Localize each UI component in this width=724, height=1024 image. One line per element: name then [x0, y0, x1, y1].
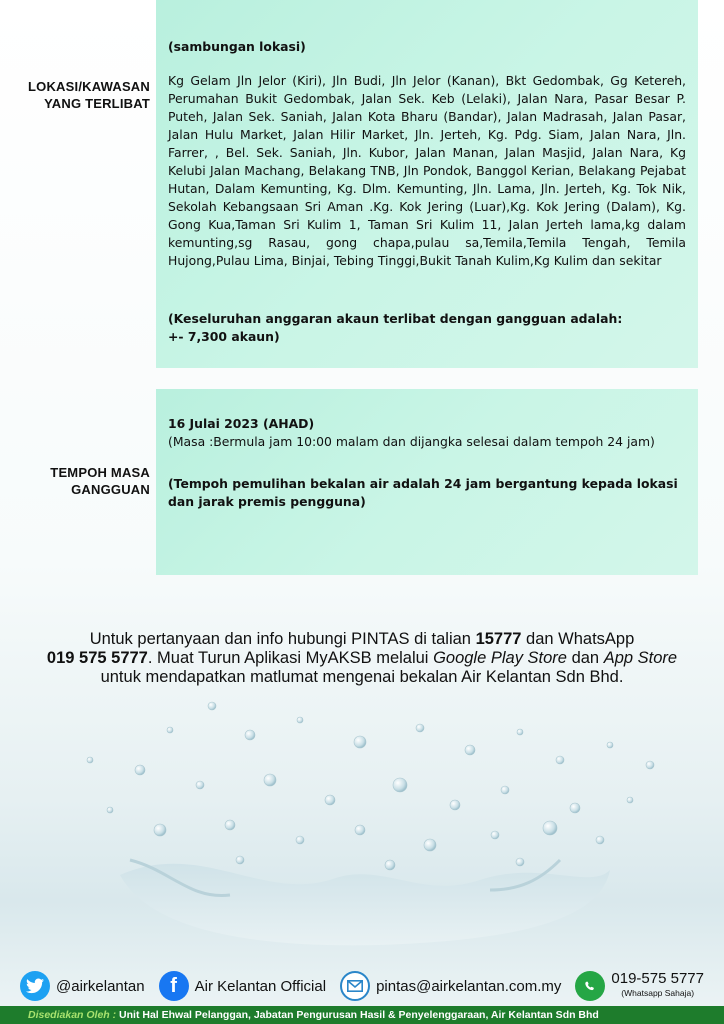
social-footer: [0, 966, 724, 1006]
disruption-date: 16 Julai 2023 (AHAD): [168, 416, 315, 431]
prepared-by-text: Unit Hal Ehwal Pelanggan, Jabatan Pengurusan Hasil & Penyelenggaraan, Air Kelantan Sdn Bhd: [116, 1009, 599, 1021]
twitter-link[interactable]: [20, 971, 145, 1001]
total-accounts-line2: +- 7,300 akaun): [168, 329, 280, 344]
facebook-page-name: Air Kelantan Official: [194, 977, 327, 995]
water-splash-image: [0, 690, 724, 970]
facebook-icon: f: [159, 971, 189, 1001]
email-link[interactable]: [340, 971, 561, 1001]
contact-line-2: [0, 649, 724, 668]
contact-line-1: [0, 630, 724, 649]
whatsapp-phone: 019-575 5777: [611, 970, 704, 987]
prepared-by-bar: [0, 1006, 724, 1024]
contact-text: dan: [566, 649, 604, 667]
duration-label: TEMPOH MASA GANGGUAN: [50, 465, 150, 497]
contact-text: Untuk pertanyaan dan info hubungi PINTAS di talian: [89, 630, 476, 648]
contact-info: [0, 630, 724, 687]
duration-panel: [156, 389, 698, 575]
prepared-by-label: Disediakan Oleh :: [28, 1009, 117, 1021]
continued-location-heading: (sambungan lokasi): [168, 39, 306, 54]
whatsapp-number: 019 575 5777: [46, 649, 148, 667]
total-accounts-line1: (Keseluruhan anggaran akaun terlibat dengan gangguan adalah:: [168, 311, 623, 326]
email-address: pintas@airkelantan.com.my: [376, 977, 562, 995]
twitter-handle: @airkelantan: [56, 977, 145, 995]
affected-areas-text: Kg Gelam Jln Jelor (Kiri), Jln Budi, Jln Jelor (Kanan), Bkt Gedombak, Gg Ketereh, Perumahan Bukit Gedombak, Jalan Sek. Keb (Lelaki), Jalan Nara, Pasar Besar P. Puteh, Jalan Sek. Saniah, Jalan Kota Bharu (Bandar), Jalan Madrasah, Jalan Pasar, Jalan Hulu Market, Jalan Hilir Market, Jln. Jerteh, Kg. Pdg. Siam, Jalan Nara, Jln. Farrer, , Bel. Sek. Saniah, Jln. Kubor, Jalan Manan, Jalan Masjid, Jalan Nara, Kg Kelubi Jalan Machang, Belakang TNB, Jln Pondok, Banggol Kerian, Belakang Pejabat Hutan, Dalam Kemunting, Kg. Dlm. Kemunting, Jln. Lama, Jln. Jerteh, Kg. Tok Nik, Sekolah Kebangsaan Sri Aman .Kg. Kok Jering (Luar),Kg. Kok Jering (Dalam), Kg. Gong Kua,Taman Sri Kulim 1, Taman Sri Kulim 11, Jalan Jerteh lama,kg dalam kemunting,sg Rasau, gong chapa,pulau sa,Temila,Temila Tengah, Temila Hujong,Pulau Lima, Binjai, Tebing Tinggi,Bukit Tanah Kulim,Kg Kulim dan sekitar: [168, 73, 686, 268]
contact-line-3: untuk mendapatkan matlumat mengenai bekalan Air Kelantan Sdn Bhd.: [100, 668, 624, 686]
whatsapp-contact: [611, 972, 704, 1000]
location-label: LOKASI/KAWASAN YANG TERLIBAT: [28, 79, 150, 111]
disruption-time-range: (Masa :Bermula jam 10:00 malam dan dijangka selesai dalam tempoh 24 jam): [168, 434, 655, 449]
app-store-text: App Store: [603, 649, 678, 667]
whatsapp-icon: [575, 971, 605, 1001]
whatsapp-link[interactable]: [575, 971, 704, 1001]
location-panel: [156, 0, 698, 368]
recovery-period-note: (Tempoh pemulihan bekalan air adalah 24 jam bergantung kepada lokasi dan jarak premis pengguna): [168, 476, 678, 509]
google-play-store-text: Google Play Store: [433, 649, 567, 667]
pintas-hotline: 15777: [475, 630, 522, 648]
facebook-link[interactable]: [159, 971, 326, 1001]
email-icon: [340, 971, 370, 1001]
twitter-icon: [20, 971, 50, 1001]
contact-text: dan WhatsApp: [521, 630, 635, 648]
whatsapp-only-note: (Whatsapp Sahaja): [621, 988, 695, 998]
contact-text: . Muat Turun Aplikasi MyAKSB melalui: [147, 649, 434, 667]
